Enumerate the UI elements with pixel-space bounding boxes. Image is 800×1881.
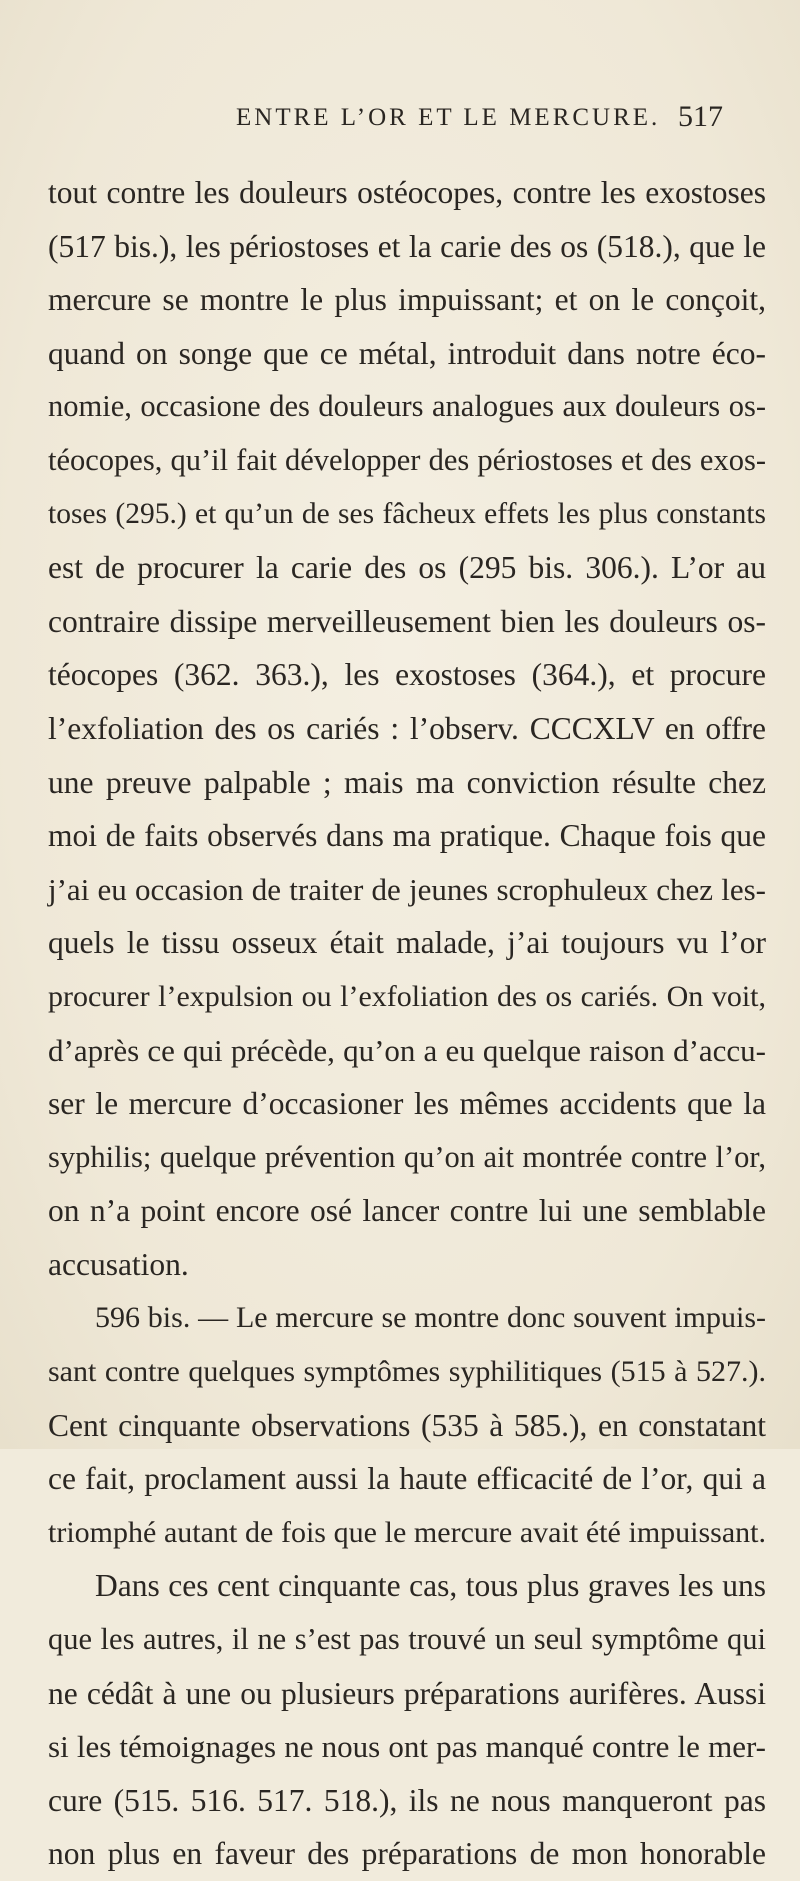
text-line: ne cédât à une ou plusieurs préparations aurifères. Aussi bbox=[48, 1675, 766, 1711]
text-line: toses (295.) et qu’un de ses fâcheux effets les plus constants bbox=[48, 497, 766, 530]
text-line: quels le tissu osseux était malade, j’ai toujours vu l’or bbox=[48, 925, 766, 961]
text-line: on n’a point encore osé lancer contre lui une semblable bbox=[48, 1193, 766, 1229]
text-line: est de procurer la carie des os (295 bis. 306.). L’or au bbox=[48, 550, 766, 586]
text-line: j’ai eu occasion de traiter de jeunes scrophuleux chez les- bbox=[48, 871, 766, 907]
text-line: Cent cinquante observations (535 à 585.), en constatant bbox=[48, 1407, 766, 1443]
text-line: contraire dissipe merveilleusement bien les douleurs os- bbox=[48, 603, 766, 639]
text-line: nomie, occasione des douleurs analogues aux douleurs os- bbox=[48, 389, 766, 424]
page-header bbox=[0, 100, 800, 140]
text-line: accusation. bbox=[48, 1246, 189, 1282]
text-line: cure (515. 516. 517. 518.), ils ne nous manqueront pas bbox=[48, 1782, 766, 1818]
text-line: triomphé autant de fois que le mercure avait été impuissant. bbox=[48, 1515, 766, 1549]
text-line: moi de faits observés dans ma pratique. Chaque fois que bbox=[48, 818, 766, 854]
body-text bbox=[48, 166, 766, 1881]
text-line: ce fait, proclament aussi la haute efficacité de l’or, qui a bbox=[48, 1461, 766, 1497]
text-line: si les témoignages ne nous ont pas manqué contre le mer- bbox=[48, 1729, 766, 1765]
text-line: l’exfoliation des os cariés : l’observ. CCCXLV en offre bbox=[48, 710, 766, 746]
paragraph-start-line: 596 bis. — Le mercure se montre donc souvent impuis- bbox=[95, 1301, 766, 1335]
text-line: sant contre quelques symptômes syphilitiques (515 à 527.). bbox=[48, 1355, 766, 1389]
running-head: ENTRE L’OR ET LE MERCURE. bbox=[236, 104, 661, 131]
text-line: quand on songe que ce métal, introduit dans notre éco- bbox=[48, 335, 766, 371]
text-line: mercure se montre le plus impuissant; et on le conçoit, bbox=[48, 282, 766, 318]
text-line: ser le mercure d’occasioner les mêmes accidents que la bbox=[48, 1086, 766, 1122]
page-number: 517 bbox=[678, 100, 723, 133]
text-line: non plus en faveur des préparations de mon honorable bbox=[48, 1836, 766, 1872]
text-line: téocopes (362. 363.), les exostoses (364.), et procure bbox=[48, 657, 766, 693]
text-line: tout contre les douleurs ostéocopes, contre les exostoses bbox=[48, 175, 766, 210]
paragraph-start-line: Dans ces cent cinquante cas, tous plus graves les uns bbox=[95, 1568, 766, 1604]
text-line: une preuve palpable ; mais ma conviction résulte chez bbox=[48, 764, 766, 800]
text-line: d’après ce qui précède, qu’on a eu quelque raison d’accu- bbox=[48, 1032, 766, 1068]
text-line: procurer l’expulsion ou l’exfoliation des os cariés. On voit, bbox=[48, 979, 766, 1013]
text-line: syphilis; quelque prévention qu’on ait montrée contre l’or, bbox=[48, 1139, 766, 1174]
text-line: (517 bis.), les périostoses et la carie des os (518.), que le bbox=[48, 228, 766, 264]
text-line: que les autres, il ne s’est pas trouvé un seul symptôme qui bbox=[48, 1622, 766, 1657]
text-line: téocopes, qu’il fait développer des périostoses et des exos- bbox=[48, 442, 766, 477]
